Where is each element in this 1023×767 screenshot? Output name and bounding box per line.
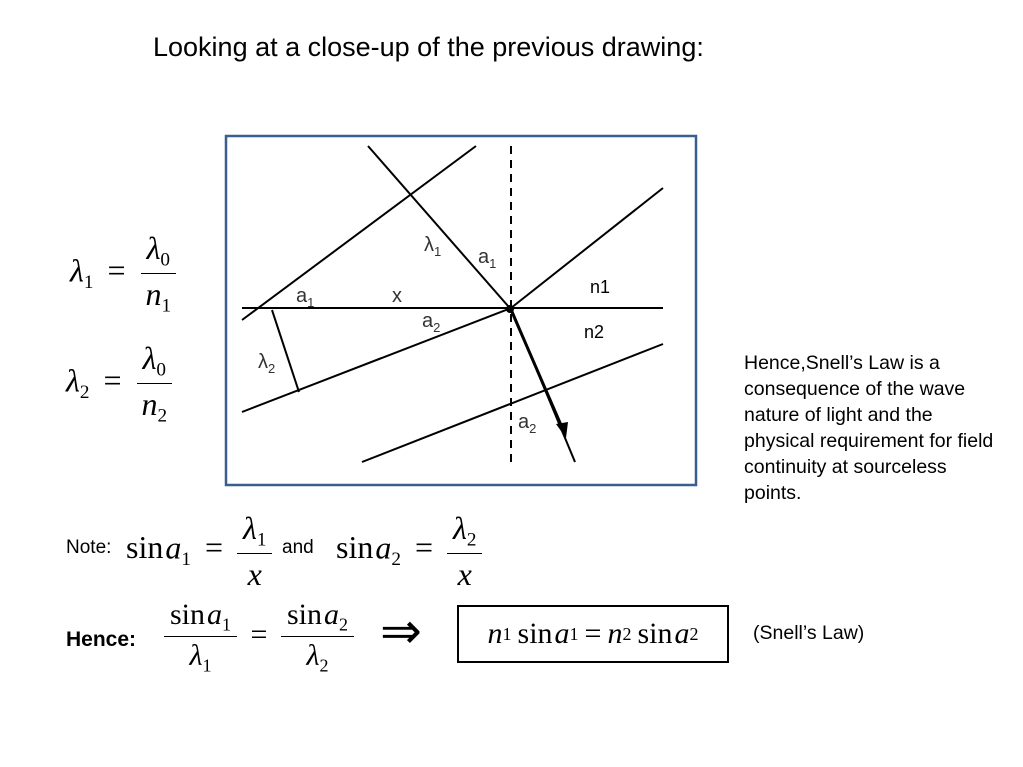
label-lambda1: $\lambda_1$ [424, 234, 442, 259]
label-a2-mid: $a_2$ [422, 310, 441, 335]
refracted-wavefront-2 [362, 344, 663, 462]
diagram-frame [226, 136, 696, 485]
snells-law-label: (Snell’s Law) [753, 622, 865, 644]
label-n1: n1 [590, 277, 611, 297]
incident-wavefront-1 [242, 146, 476, 320]
label-lambda2: $\lambda_2$ [258, 351, 276, 376]
refracted-wavefront-1 [242, 308, 511, 412]
equation-lambda1: $\lambda_1$ = $\frac{\lambda_0}{n_1}$ [70, 232, 177, 316]
equation-ratio: $\frac{\sin a_1}{\lambda_1}$ = $\frac{\sin a_2}{\lambda_2}$ [164, 600, 354, 675]
and-label: and [282, 537, 314, 558]
lambda2-segment [272, 310, 299, 392]
implies-symbol: ⇒ [380, 603, 422, 659]
label-n2: n2 [584, 322, 605, 342]
hence-label: Hence: [66, 628, 137, 651]
label-a1-left: $a_1$ [296, 285, 315, 310]
label-a2-bottom: $a_2$ [518, 411, 537, 436]
incident-ray [368, 146, 508, 306]
incidence-point [506, 305, 514, 313]
slide-title: Looking at a close-up of the previous drawing: [153, 32, 704, 62]
equation-lambda2: $\lambda_2$ = $\frac{\lambda_0}{n_2}$ [66, 342, 173, 426]
arrow-head [556, 422, 568, 438]
wavefront-upper-right [511, 188, 663, 308]
equation-sin-a2: sina$_2$ = $\frac{\lambda_2}{x}$ [336, 512, 482, 590]
label-x: x [392, 285, 402, 307]
equation-sin-a1: sina$_1$ = $\frac{\lambda_1}{x}$ [126, 512, 272, 590]
note-label: Note: [66, 537, 112, 558]
conclusion-text: Hence,Snell’s Law is a consequence of the wave nature of light and the physical requirement for field continuity at sourceless points. [744, 352, 994, 504]
snells-law-box: n 1 sin a 1 = n 2 sin a 2 [457, 605, 729, 663]
label-a1-top: $a_1$ [478, 246, 497, 271]
